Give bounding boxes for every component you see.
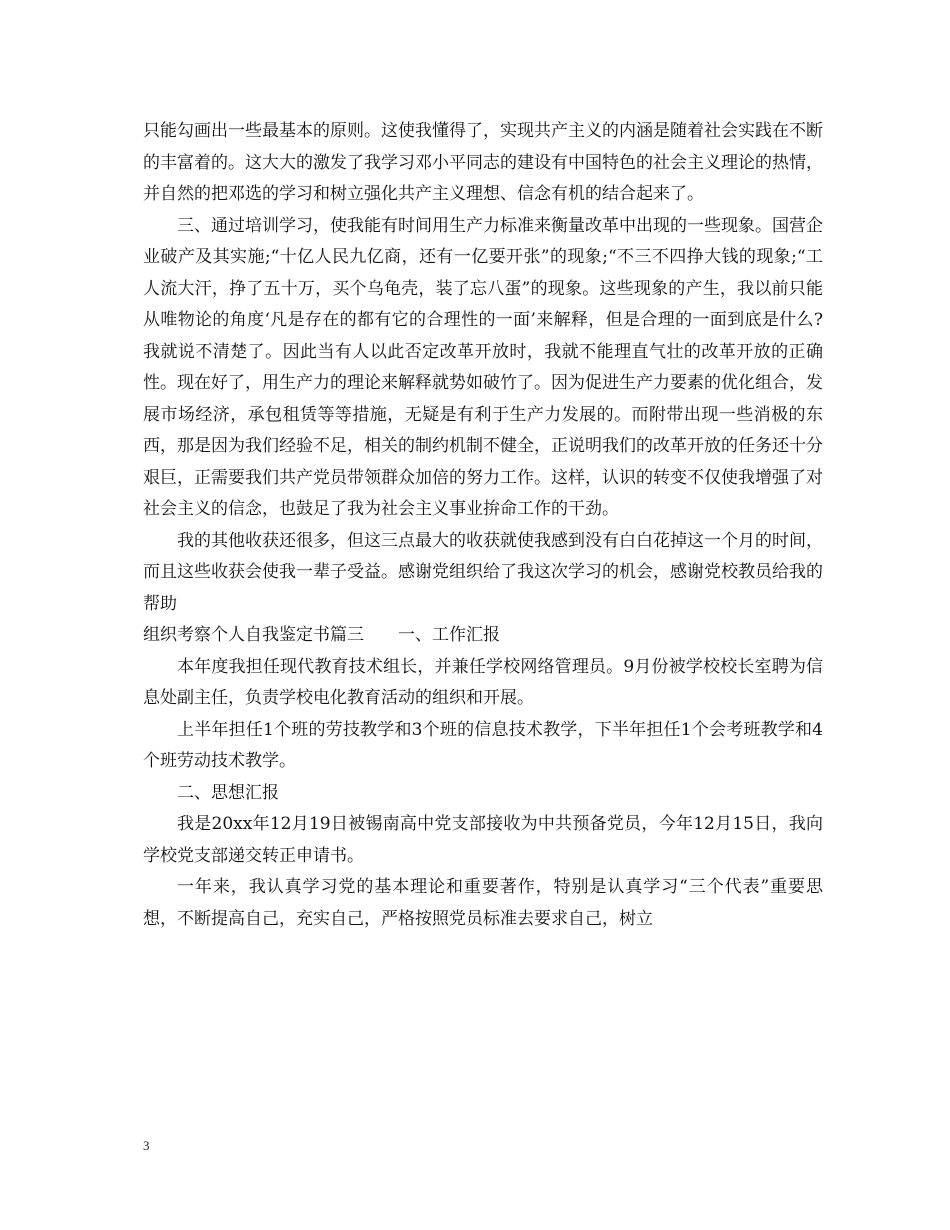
page-number: 3: [143, 1138, 150, 1153]
paragraph-section-three: 三、通过培训学习，使我能有时间用生产力标准来衡量改革中出现的一些现象。国营企业破产及其实施;“十亿人民九亿商，还有一亿要开张”的现象;“不三不四挣大钱的现象;“工人流大汗，挣了五十万，买个乌龟壳，装了忘八蛋”的现象。这些现象的产生，我以前只能从唯物论的角度‘凡是存在的都有它的合理性的一面’来解释，但是合理的一面到底是什么?我就说不清楚了。因此当有人以此否定改革开放时，我就不能理直气壮的改革开放的正确性。现在好了，用生产力的理论来解释就势如破竹了。因为促进生产力要素的优化组合，发展市场经济，承包租赁等等措施，无疑是有利于生产力发展的。而附带出现一些消极的东西，那是因为我们经验不足，相关的制约机制不健全，正说明我们的改革开放的任务还十分艰巨，正需要我们共产党员带领群众加倍的努力工作。这样，认识的转变不仅使我增强了对社会主义的信念，也鼓足了我为社会主义事业拚命工作的干劲。: [143, 215, 823, 519]
paragraph-teaching: 上半年担任1个班的劳技教学和3个班的信息技术教学，下半年担任1个会考班教学和4个班劳动技术教学。: [143, 719, 823, 771]
paragraph-study: 一年来，我认真学习党的基本理论和重要著作，特别是认真学习“三个代表”重要思想，不断提高自己，充实自己，严格按照党员标准去要求自己，树立: [143, 877, 823, 929]
section-heading: 组织考察个人自我鉴定书篇三 一、工作汇报: [143, 625, 500, 645]
paragraph-membership: 我是20xx年12月19日被锡南高中党支部接收为中共预备党员，今年12月15日，我向学校党支部递交转正申请书。: [143, 814, 823, 866]
paragraph-closing: 我的其他收获还很多，但这三点最大的收获就使我感到没有白白花掉这一个月的时间，而且这些收获会使我一辈子受益。感谢党组织给了我这次学习的机会，感谢党校教员给我的帮助: [143, 530, 823, 614]
paragraph-role: 本年度我担任现代教育技术组长，并兼任学校网络管理员。9月份被学校校长室聘为信息处副主任，负责学校电化教育活动的组织和开展。: [143, 656, 823, 708]
paragraph-continuation: 只能勾画出一些最基本的原则。这使我懂得了，实现共产主义的内涵是随着社会实践在不断的丰富着的。这大大的激发了我学习邓小平同志的建设有中国特色的社会主义理论的热情，并自然的把邓选的学习和树立强化共产主义理想、信念有机的结合起来了。: [143, 121, 823, 204]
document-body: [143, 116, 823, 935]
subheading-thought-report: 二、思想汇报: [177, 782, 279, 803]
